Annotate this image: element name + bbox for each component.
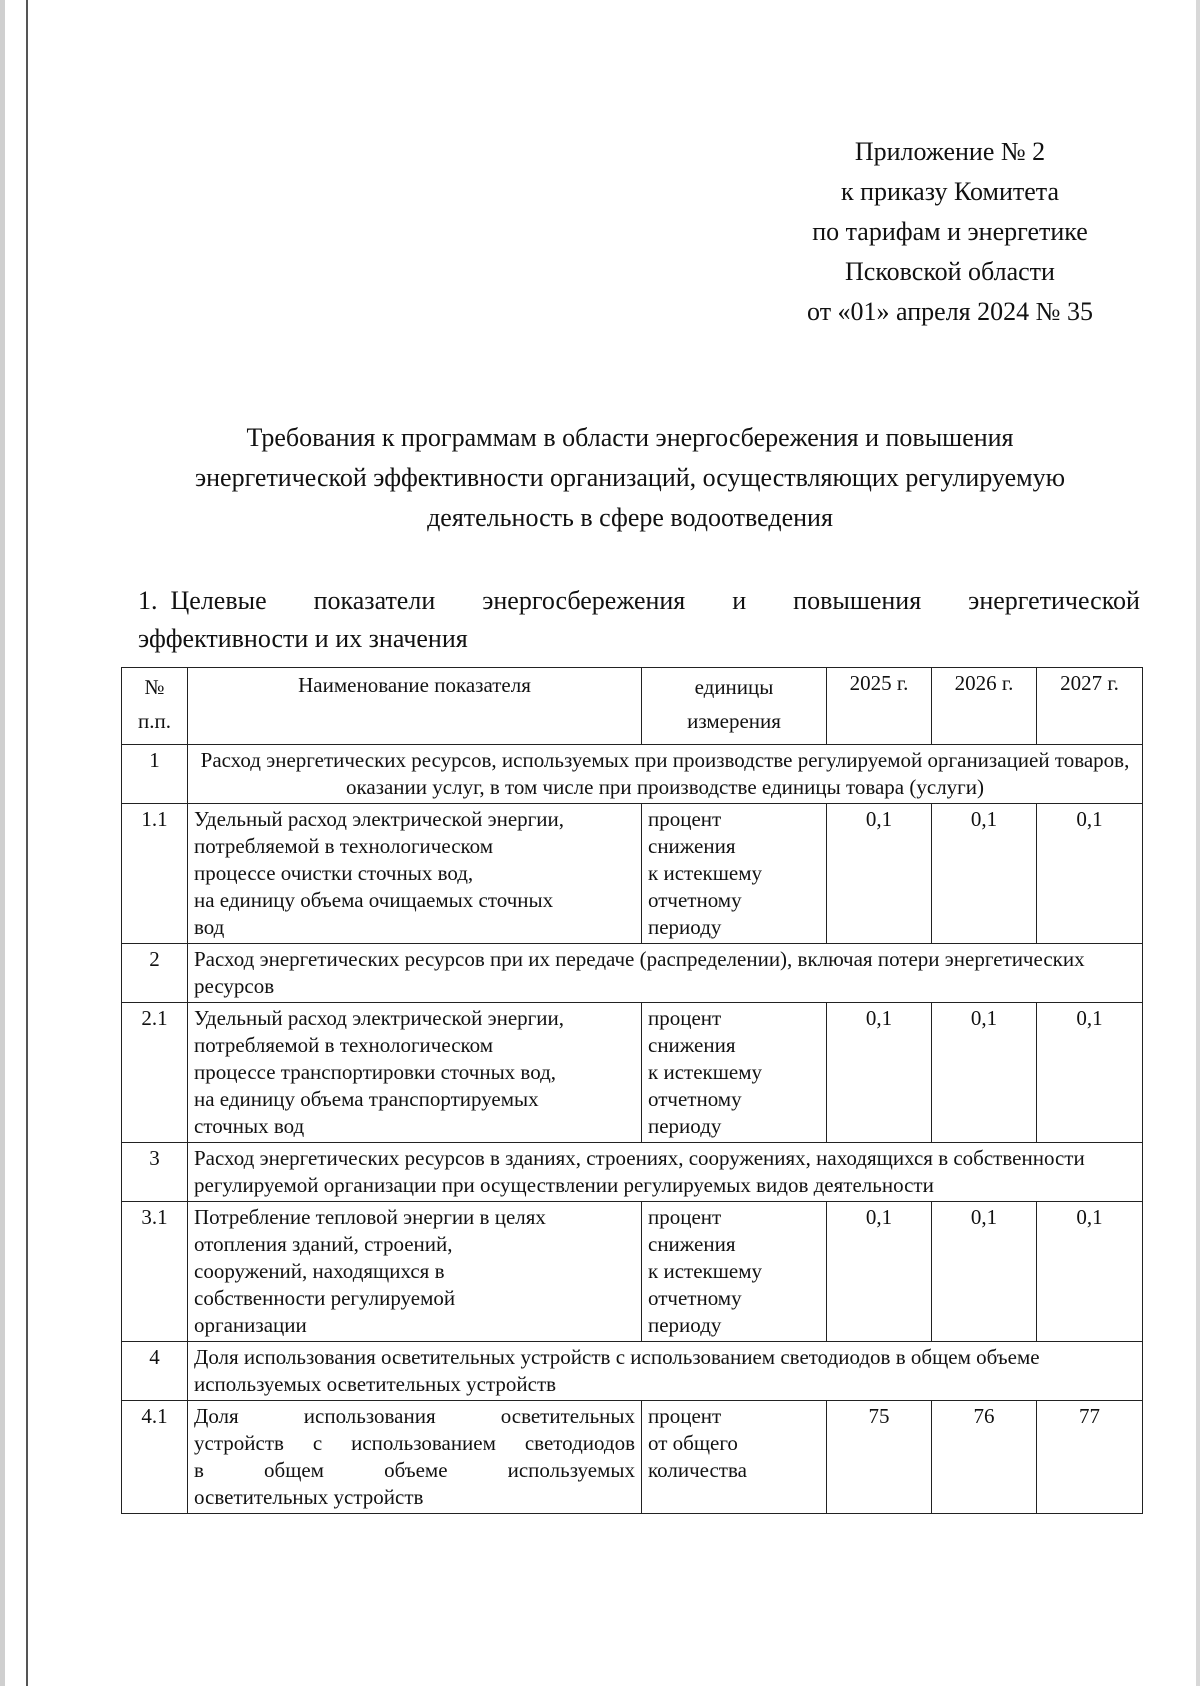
value-2025: 0,1 [827, 1003, 932, 1143]
table-row [122, 804, 1143, 944]
appendix-line: Приложение № 2 [854, 137, 1046, 166]
indicator-name [188, 1003, 642, 1143]
table-group-row [122, 944, 1143, 1003]
header-unit: единицы измерения [642, 668, 827, 745]
unit-line: от общего [648, 1431, 738, 1455]
header-year-2026: 2026 г. [932, 668, 1037, 745]
group-title: Расход энергетических ресурсов в зданиях, строениях, сооружениях, находящихся в собственности регулируемой организации при осуществлении регулируемых видов деятельности [188, 1143, 1143, 1202]
value-2025: 0,1 [827, 804, 932, 944]
value-2026: 76 [932, 1401, 1037, 1514]
indicators-table [121, 667, 1143, 1514]
indicator-name [188, 804, 642, 944]
table-row [122, 1003, 1143, 1143]
title-line: деятельность в сфере водоотведения [427, 503, 833, 532]
appendix-line: по тарифам и энергетике [812, 217, 1088, 246]
unit-line: периоду [648, 1313, 722, 1337]
unit-cell [642, 804, 827, 944]
value-2027: 0,1 [1037, 1202, 1143, 1342]
value-2026: 0,1 [932, 1202, 1037, 1342]
name-line: процессе транспортировки сточных вод, [194, 1060, 557, 1084]
row-number: 2 [122, 944, 188, 1003]
name-line: организации [194, 1313, 307, 1337]
unit-line: снижения [648, 1232, 736, 1256]
name-line: на единицу объема транспортируемых [194, 1087, 539, 1111]
row-number: 1.1 [122, 804, 188, 944]
document-title [120, 418, 1140, 538]
name-line: Потребление тепловой энергии в целях [194, 1205, 546, 1229]
name-line: осветительных устройств [194, 1485, 424, 1509]
value-2026: 0,1 [932, 804, 1037, 944]
value-2025: 75 [827, 1401, 932, 1514]
heading-word: энергосбережения [482, 586, 686, 615]
title-line: энергетической эффективности организаций, осуществляющих регулируемую [194, 463, 1066, 492]
row-number: 3 [122, 1143, 188, 1202]
indicator-name [188, 1401, 642, 1514]
row-number: 2.1 [122, 1003, 188, 1143]
table-header-row [122, 668, 1143, 745]
section-heading-line-1 [138, 582, 1140, 620]
unit-line: процент [648, 1205, 722, 1229]
unit-line: процент [648, 807, 722, 831]
unit-line: к истекшему [648, 1259, 762, 1283]
name-line: на единицу объема очищаемых сточных [194, 888, 554, 912]
name-line: потребляемой в технологическом [194, 1033, 494, 1057]
appendix-block [760, 132, 1140, 332]
unit-line: снижения [648, 1033, 736, 1057]
unit-cell [642, 1202, 827, 1342]
scan-edge-right [1196, 0, 1200, 1686]
table-group-row [122, 745, 1143, 804]
name-line: вод [194, 915, 225, 939]
unit-line: снижения [648, 834, 736, 858]
name-line: потребляемой в технологическом [194, 834, 494, 858]
section-heading [138, 582, 1140, 658]
unit-line: отчетному [648, 1087, 742, 1111]
row-number: 4 [122, 1342, 188, 1401]
appendix-line: Псковской области [845, 257, 1055, 286]
title-line: Требования к программам в области энергосбережения и повышения [246, 423, 1014, 452]
name-line: сточных вод [194, 1114, 305, 1138]
group-title: Доля использования осветительных устройств с использованием светодиодов в общем объеме используемых осветительных устройств [188, 1342, 1143, 1401]
unit-line: периоду [648, 1114, 722, 1138]
value-2027: 0,1 [1037, 804, 1143, 944]
value-2025: 0,1 [827, 1202, 932, 1342]
scan-fold-line [26, 0, 28, 1686]
section-number: 1. [138, 586, 158, 615]
heading-word: и [732, 586, 747, 615]
section-heading-line-2: эффективности и их значения [138, 624, 468, 653]
group-title: Расход энергетических ресурсов, используемых при производстве регулируемой организацией товаров, оказании услуг, в том числе при производстве единицы товара (услуги) [188, 745, 1143, 804]
table-group-row [122, 1342, 1143, 1401]
table-row [122, 1202, 1143, 1342]
scan-edge-left [0, 0, 5, 1686]
table-group-row [122, 1143, 1143, 1202]
appendix-line: от «01» апреля 2024 № 35 [807, 297, 1093, 326]
unit-cell [642, 1401, 827, 1514]
value-2026: 0,1 [932, 1003, 1037, 1143]
name-line: Удельный расход электрической энергии, [194, 1006, 565, 1030]
header-name: Наименование показателя [188, 668, 642, 745]
name-line: собственности регулируемой [194, 1286, 456, 1310]
unit-line: процент [648, 1006, 722, 1030]
value-2027: 77 [1037, 1401, 1143, 1514]
name-line: в общем объеме используемых [194, 1458, 635, 1482]
name-line: сооружений, находящихся в [194, 1259, 445, 1283]
name-line: процессе очистки сточных вод, [194, 861, 474, 885]
unit-line: количества [648, 1458, 747, 1482]
group-title: Расход энергетических ресурсов при их передаче (распределении), включая потери энергетических ресурсов [188, 944, 1143, 1003]
unit-line: отчетному [648, 888, 742, 912]
header-num: № п.п. [122, 668, 188, 745]
appendix-line: к приказу Комитета [840, 177, 1059, 206]
unit-line: к истекшему [648, 1060, 762, 1084]
row-number: 4.1 [122, 1401, 188, 1514]
name-line: устройств с использованием светодиодов [194, 1431, 635, 1455]
name-line: Доля использования осветительных [194, 1404, 635, 1428]
heading-word: энергетической [968, 586, 1140, 615]
section-number-word-1 [138, 582, 267, 620]
name-line: отопления зданий, строений, [194, 1232, 453, 1256]
header-year-2027: 2027 г. [1037, 668, 1143, 745]
value-2027: 0,1 [1037, 1003, 1143, 1143]
unit-cell [642, 1003, 827, 1143]
table-row [122, 1401, 1143, 1514]
unit-line: периоду [648, 915, 722, 939]
unit-line: процент [648, 1404, 722, 1428]
heading-word: Целевые [170, 586, 267, 615]
name-line: Удельный расход электрической энергии, [194, 807, 565, 831]
unit-line: отчетному [648, 1286, 742, 1310]
heading-word: показатели [313, 586, 436, 615]
row-number: 1 [122, 745, 188, 804]
heading-word: повышения [793, 586, 922, 615]
header-year-2025: 2025 г. [827, 668, 932, 745]
unit-line: к истекшему [648, 861, 762, 885]
indicator-name [188, 1202, 642, 1342]
row-number: 3.1 [122, 1202, 188, 1342]
